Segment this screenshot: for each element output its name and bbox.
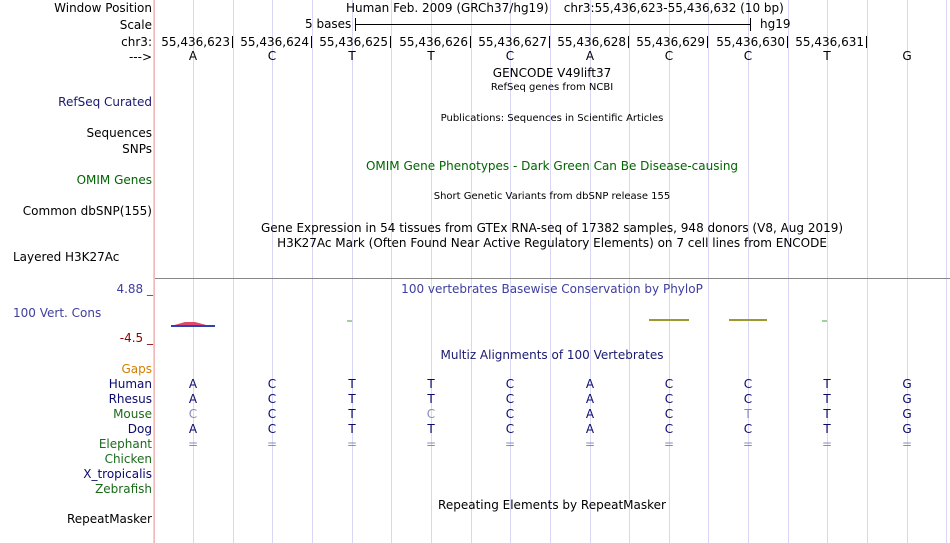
alignment-base: C	[267, 422, 277, 436]
alignment-base: G	[902, 392, 912, 406]
alignment-base: G	[902, 422, 912, 436]
scale-assembly: hg19	[760, 17, 791, 31]
alignment-base: =	[425, 437, 437, 451]
position-tick	[707, 36, 708, 48]
alignment-base: T	[823, 392, 831, 406]
grid-line	[391, 0, 392, 543]
conservation-min-value: -4.5 _	[119, 331, 153, 345]
common-dbsnp-label[interactable]: Common dbSNP(155)	[22, 204, 152, 218]
side-label-separator	[154, 0, 155, 543]
gencode-track-title[interactable]: GENCODE V49lift37	[492, 66, 612, 80]
grid-line	[708, 0, 709, 543]
scale-label: Scale	[119, 18, 152, 32]
alignment-base: A	[585, 422, 595, 436]
grid-line	[629, 0, 630, 543]
sequences-label[interactable]: Sequences	[86, 126, 152, 140]
alignment-base: C	[505, 407, 515, 421]
species-label-chicken[interactable]: Chicken	[104, 452, 152, 466]
position-tick	[628, 36, 629, 48]
alignment-base: T	[427, 377, 435, 391]
grid-line	[669, 0, 670, 543]
alignment-base: A	[585, 392, 595, 406]
alignment-base: C	[664, 407, 674, 421]
alignment-base: C	[505, 392, 515, 406]
alignment-base: T	[823, 422, 831, 436]
alignment-base: A	[585, 377, 595, 391]
alignment-base: T	[823, 377, 831, 391]
alignment-base: C	[743, 422, 753, 436]
grid-line	[431, 0, 432, 543]
phylop-track-caption[interactable]: 100 vertebrates Basewise Conservation by PhyloP	[401, 282, 703, 296]
sequence-base: C	[505, 49, 515, 63]
alignment-base: T	[348, 422, 356, 436]
alignment-base: T	[348, 377, 356, 391]
window-position-label: Window Position	[54, 1, 152, 15]
alignment-base: C	[743, 377, 753, 391]
alignment-base: C	[426, 407, 436, 421]
sequence-base: G	[902, 49, 912, 63]
strand-direction: --->	[128, 50, 152, 64]
alignment-base: G	[902, 377, 912, 391]
grid-line	[748, 0, 749, 543]
grid-line	[867, 0, 868, 543]
repeatmasker-track-caption[interactable]: Repeating Elements by RepeatMasker	[438, 498, 666, 512]
grid-line	[233, 0, 234, 543]
multiz-track-caption[interactable]: Multiz Alignments of 100 Vertebrates	[440, 348, 664, 362]
position-label: 55,436,629	[636, 35, 705, 49]
alignment-base: =	[187, 437, 199, 451]
position-tick	[549, 36, 550, 48]
position-tick	[390, 36, 391, 48]
alignment-base: T	[823, 407, 831, 421]
grid-line	[193, 0, 194, 543]
alignment-base: =	[742, 437, 754, 451]
grid-line	[827, 0, 828, 543]
scale-bar-right-end	[750, 18, 751, 31]
dbsnp-track-caption[interactable]: Short Genetic Variants from dbSNP release 155	[433, 191, 671, 202]
alignment-base: C	[267, 377, 277, 391]
gaps-label[interactable]: Gaps	[121, 362, 152, 376]
alignment-base: A	[585, 407, 595, 421]
chromosome-label: chr3:	[121, 35, 152, 49]
scale-bases-text: 5 bases	[305, 17, 352, 31]
alignment-base: T	[348, 407, 356, 421]
layered-h3k27ac-label[interactable]: Layered H3K27Ac	[13, 250, 120, 264]
alignment-base: =	[346, 437, 358, 451]
position-label: 55,436,631	[795, 35, 864, 49]
alignment-base: =	[901, 437, 913, 451]
vert-cons-label[interactable]: 100 Vert. Cons	[13, 306, 102, 320]
alignment-base: T	[348, 392, 356, 406]
conservation-mark-olive-2	[729, 319, 767, 321]
alignment-base: =	[663, 437, 675, 451]
snps-label[interactable]: SNPs	[122, 142, 152, 156]
alignment-base: C	[664, 392, 674, 406]
position-tick	[311, 36, 312, 48]
alignment-base: T	[427, 422, 435, 436]
section-divider	[155, 278, 950, 279]
sequence-base: A	[188, 49, 198, 63]
position-label: 55,436,628	[557, 35, 626, 49]
alignment-base: C	[664, 377, 674, 391]
repeatmasker-label[interactable]: RepeatMasker	[66, 512, 152, 526]
position-tick	[787, 36, 788, 48]
alignment-base: C	[505, 377, 515, 391]
sequence-base: T	[348, 49, 356, 63]
grid-line	[352, 0, 353, 543]
alignment-base: A	[188, 422, 198, 436]
alignment-base: A	[188, 392, 198, 406]
position-tick	[232, 36, 233, 48]
grid-line	[788, 0, 789, 543]
refseq-track-caption[interactable]: RefSeq genes from NCBI	[490, 82, 614, 93]
species-label-x_tropicalis[interactable]: X_tropicalis	[83, 467, 152, 481]
conservation-max-value: 4.88 _	[116, 282, 153, 296]
refseq-curated-label[interactable]: RefSeq Curated	[58, 95, 152, 109]
gtex-track-caption[interactable]: Gene Expression in 54 tissues from GTEx RNA-seq of 17382 samples, 948 donors (V8, Aug 2019)	[260, 221, 844, 235]
alignment-base: C	[188, 407, 198, 421]
sequence-base: T	[427, 49, 435, 63]
omim-genes-label[interactable]: OMIM Genes	[76, 173, 152, 187]
sequence-base: A	[585, 49, 595, 63]
grid-line	[272, 0, 273, 543]
grid-line	[471, 0, 472, 543]
scale-bar	[355, 24, 751, 25]
alignment-base: T	[744, 407, 752, 421]
alignment-base: C	[505, 422, 515, 436]
alignment-base: =	[584, 437, 596, 451]
window-position-value: Human Feb. 2009 (GRCh37/hg19) chr3:55,436,623-55,436,632 (10 bp)	[346, 1, 784, 15]
h3k27ac-track-caption[interactable]: H3K27Ac Mark (Often Found Near Active Regulatory Elements) on 7 cell lines from ENCODE	[277, 236, 827, 250]
alignment-base: C	[267, 392, 277, 406]
sequence-base: C	[743, 49, 753, 63]
conservation-plot[interactable]	[155, 310, 950, 334]
publications-track-caption[interactable]: Publications: Sequences in Scientific Articles	[440, 113, 664, 124]
conservation-mark-olive-1	[649, 319, 689, 321]
alignment-base: =	[821, 437, 833, 451]
omim-track-caption[interactable]: OMIM Gene Phenotypes - Dark Green Can Be Disease-causing	[365, 159, 739, 173]
alignment-base: C	[743, 392, 753, 406]
species-label-elephant[interactable]: Elephant	[98, 437, 152, 451]
alignment-base: C	[267, 407, 277, 421]
sequence-base: C	[267, 49, 277, 63]
species-label-dog[interactable]: Dog	[127, 422, 152, 436]
position-label: 55,436,625	[319, 35, 388, 49]
alignment-base: C	[664, 422, 674, 436]
position-tick	[470, 36, 471, 48]
alignment-base: T	[427, 392, 435, 406]
alignment-base: A	[188, 377, 198, 391]
species-label-human[interactable]: Human	[108, 377, 152, 391]
species-label-rhesus[interactable]: Rhesus	[108, 392, 152, 406]
grid-line	[907, 0, 908, 543]
grid-line	[946, 0, 947, 543]
sequence-base: C	[664, 49, 674, 63]
position-label: 55,436,624	[240, 35, 309, 49]
species-label-zebrafish[interactable]: Zebrafish	[95, 482, 152, 496]
alignment-base: =	[266, 437, 278, 451]
position-tick	[866, 36, 867, 48]
position-label: 55,436,630	[716, 35, 785, 49]
alignment-base: =	[504, 437, 516, 451]
position-label: 55,436,623	[161, 35, 230, 49]
position-label: 55,436,626	[399, 35, 468, 49]
sequence-base: T	[823, 49, 831, 63]
grid-line	[312, 0, 313, 543]
alignment-base: G	[902, 407, 912, 421]
position-label: 55,436,627	[478, 35, 547, 49]
species-label-mouse[interactable]: Mouse	[113, 407, 152, 421]
